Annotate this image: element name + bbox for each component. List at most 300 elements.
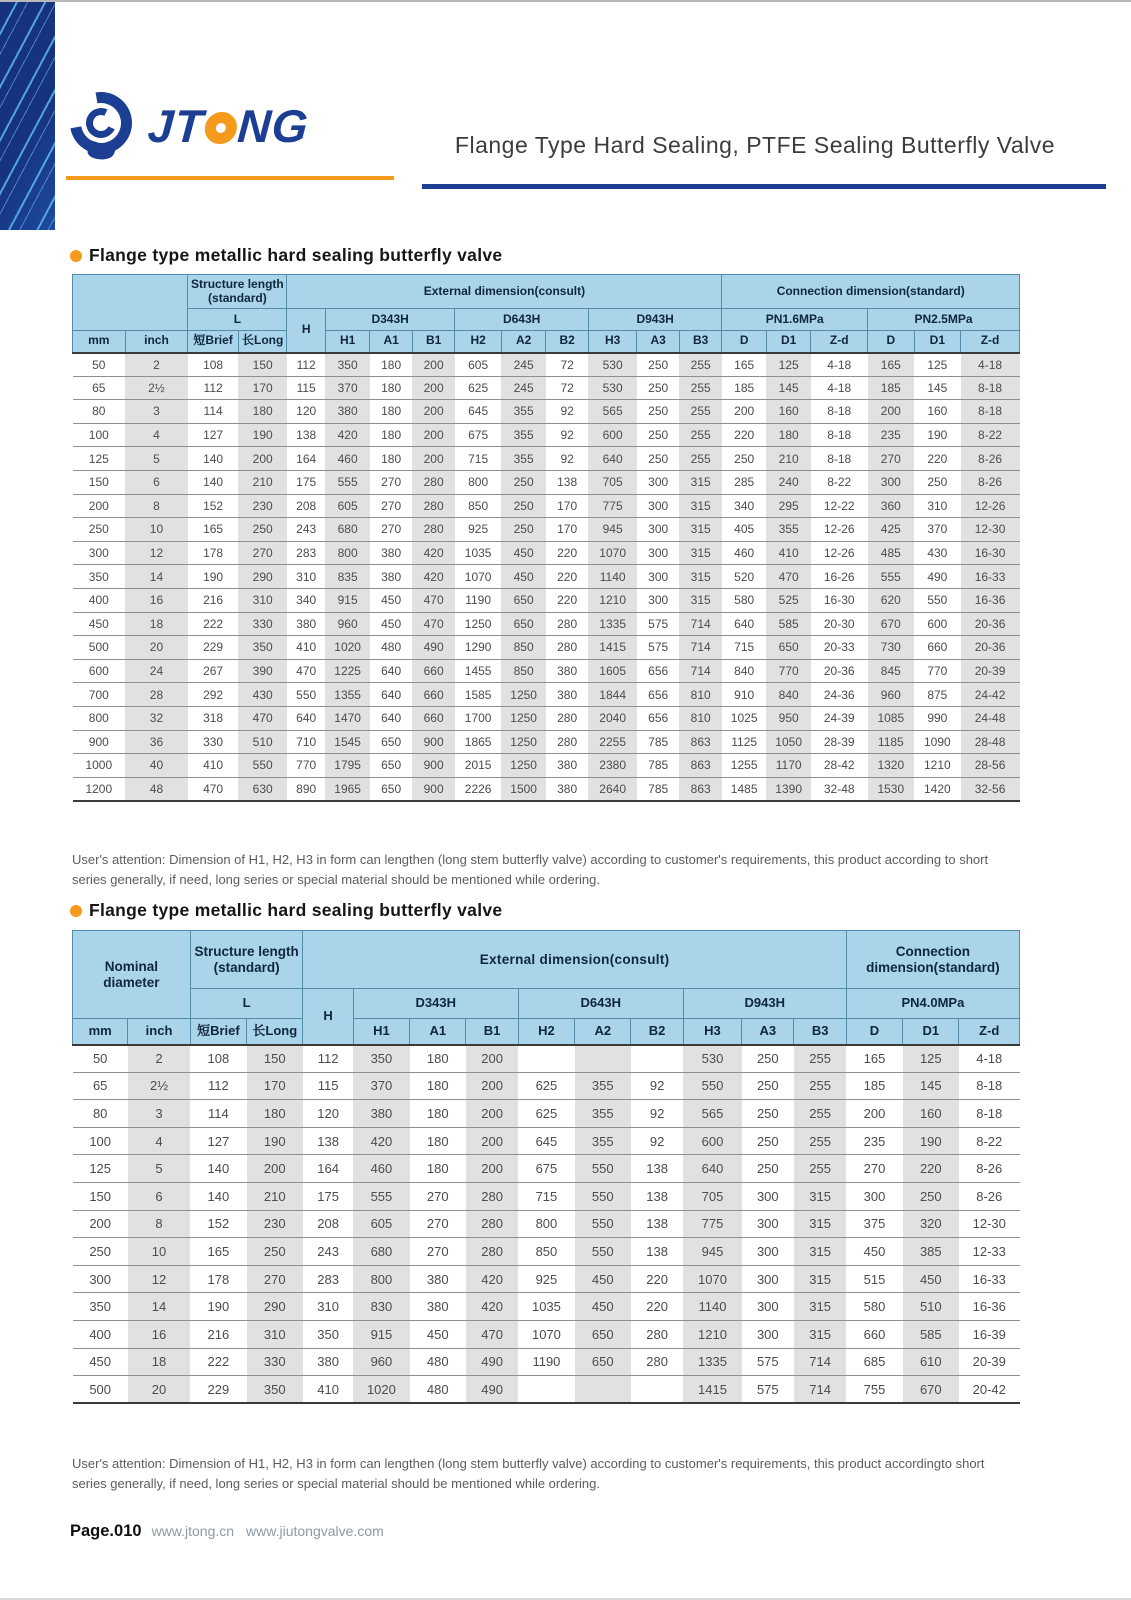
cell: 1865 <box>455 730 502 754</box>
cell: 1355 <box>325 683 370 707</box>
cell: 190 <box>247 1127 303 1155</box>
cell: 16-36 <box>961 588 1020 612</box>
cell: 4-18 <box>811 353 868 377</box>
cell: 330 <box>247 1348 303 1376</box>
cell: 65 <box>73 1072 128 1100</box>
cell: 625 <box>518 1072 574 1100</box>
cell: 910 <box>722 683 767 707</box>
col-header-d1-pn16: D1 <box>766 331 811 353</box>
cell: 450 <box>903 1265 959 1293</box>
cell: 190 <box>914 423 961 447</box>
col-group-d943h: D943H <box>588 309 722 331</box>
cell: 350 <box>247 1376 303 1404</box>
table-row <box>73 1127 1020 1155</box>
cell: 230 <box>247 1210 303 1238</box>
cell: 255 <box>679 353 722 377</box>
cell: 420 <box>466 1265 518 1293</box>
cell: 775 <box>588 494 637 518</box>
col-header-b1: B1 <box>412 331 454 353</box>
cell: 355 <box>501 400 546 424</box>
cell <box>631 1045 683 1073</box>
table-row <box>73 706 1020 730</box>
cell: 125 <box>903 1045 959 1073</box>
cell: 200 <box>412 376 454 400</box>
cell: 770 <box>914 659 961 683</box>
table-row <box>73 353 1020 377</box>
cell: 380 <box>303 1348 353 1376</box>
cell: 1140 <box>683 1293 741 1321</box>
cell: 300 <box>742 1210 794 1238</box>
cell: 1320 <box>868 754 915 778</box>
cell: 660 <box>412 683 454 707</box>
cell: 420 <box>412 565 454 589</box>
cell: 50 <box>73 1045 128 1073</box>
cell: 5 <box>128 1155 190 1183</box>
cell: 280 <box>412 470 454 494</box>
cell: 138 <box>631 1182 683 1210</box>
cell: 470 <box>412 612 454 636</box>
cell: 490 <box>466 1348 518 1376</box>
cell: 180 <box>410 1155 466 1183</box>
cell: 210 <box>238 470 287 494</box>
cell: 250 <box>914 470 961 494</box>
table-row <box>73 1265 1020 1293</box>
cell: 285 <box>722 470 767 494</box>
table-row <box>73 777 1020 801</box>
cell: 490 <box>914 565 961 589</box>
cell: 16-30 <box>811 588 868 612</box>
col-header-H: H <box>303 989 353 1045</box>
cell: 180 <box>238 400 287 424</box>
cell: 120 <box>287 400 325 424</box>
cell: 380 <box>353 1100 409 1128</box>
cell: 640 <box>722 612 767 636</box>
cell: 108 <box>188 353 239 377</box>
cell: 350 <box>353 1045 409 1073</box>
cell: 840 <box>766 683 811 707</box>
cell: 180 <box>247 1100 303 1128</box>
cell: 650 <box>575 1320 631 1348</box>
cell: 2½ <box>128 1072 190 1100</box>
cell: 280 <box>546 612 588 636</box>
col-group-d643h: D643H <box>455 309 589 331</box>
cell: 460 <box>353 1155 409 1183</box>
col-header-a3: A3 <box>742 1019 794 1045</box>
cell: 310 <box>287 565 325 589</box>
cell: 460 <box>722 541 767 565</box>
cell: 450 <box>501 541 546 565</box>
cell: 255 <box>679 423 722 447</box>
col-header-a1: A1 <box>370 331 412 353</box>
cell: 785 <box>637 754 679 778</box>
cell: 1965 <box>325 777 370 801</box>
cell: 770 <box>766 659 811 683</box>
cell: 300 <box>73 1265 128 1293</box>
cell: 315 <box>794 1238 846 1266</box>
cell: 200 <box>466 1127 518 1155</box>
cell: 640 <box>370 683 412 707</box>
table-row <box>73 1238 1020 1266</box>
cell: 255 <box>794 1072 846 1100</box>
cell: 315 <box>794 1320 846 1348</box>
cell: 355 <box>501 423 546 447</box>
cell: 350 <box>73 565 126 589</box>
cell: 127 <box>188 423 239 447</box>
cell: 10 <box>125 518 188 542</box>
cell: 350 <box>325 353 370 377</box>
cell: 525 <box>766 588 811 612</box>
cell: 470 <box>238 706 287 730</box>
cell: 310 <box>303 1293 353 1321</box>
table-row <box>73 423 1020 447</box>
cell: 1050 <box>766 730 811 754</box>
cell: 18 <box>125 612 188 636</box>
table-row <box>73 588 1020 612</box>
cell: 775 <box>683 1210 741 1238</box>
cell: 112 <box>188 376 239 400</box>
cell: 280 <box>546 706 588 730</box>
cell: 112 <box>287 353 325 377</box>
cell: 915 <box>325 588 370 612</box>
cell: 20-42 <box>959 1376 1020 1404</box>
col-group-L: L <box>188 309 287 331</box>
cell: 715 <box>518 1182 574 1210</box>
cell: 138 <box>631 1155 683 1183</box>
cell: 770 <box>287 754 325 778</box>
cell: 625 <box>518 1100 574 1128</box>
cell: 350 <box>238 636 287 660</box>
cell: 8-26 <box>961 470 1020 494</box>
cell: 208 <box>287 494 325 518</box>
cell: 280 <box>546 730 588 754</box>
cell: 1844 <box>588 683 637 707</box>
cell: 8-18 <box>811 447 868 471</box>
cell: 250 <box>247 1238 303 1266</box>
cell: 12-33 <box>959 1238 1020 1266</box>
cell: 185 <box>722 376 767 400</box>
cell: 585 <box>766 612 811 636</box>
cell: 1250 <box>455 612 502 636</box>
cell: 480 <box>370 636 412 660</box>
cell: 138 <box>303 1127 353 1155</box>
cell: 255 <box>679 447 722 471</box>
cell: 20-36 <box>811 659 868 683</box>
cell: 1025 <box>722 706 767 730</box>
orange-rule <box>66 176 394 180</box>
cell: 140 <box>190 1155 246 1183</box>
cell: 1210 <box>914 754 961 778</box>
cell: 375 <box>846 1210 902 1238</box>
cell: 625 <box>455 376 502 400</box>
cell: 850 <box>518 1238 574 1266</box>
table-row <box>73 1045 1020 1073</box>
col-header-inch: inch <box>128 1019 190 1045</box>
cell: 92 <box>631 1100 683 1128</box>
cell: 283 <box>303 1265 353 1293</box>
cell: 410 <box>766 541 811 565</box>
cell: 550 <box>238 754 287 778</box>
cell: 300 <box>846 1182 902 1210</box>
col-header-b1: B1 <box>466 1019 518 1045</box>
col-header-inch: inch <box>125 331 188 353</box>
cell: 1485 <box>722 777 767 801</box>
cell: 4-18 <box>811 376 868 400</box>
cell: 650 <box>575 1348 631 1376</box>
cell: 705 <box>683 1182 741 1210</box>
cell: 714 <box>679 612 722 636</box>
cell: 470 <box>287 659 325 683</box>
cell: 8-22 <box>961 423 1020 447</box>
cell: 250 <box>637 400 679 424</box>
cell: 250 <box>637 353 679 377</box>
cell <box>631 1376 683 1404</box>
cell: 220 <box>914 447 961 471</box>
cell: 280 <box>466 1238 518 1266</box>
cell: 890 <box>287 777 325 801</box>
cell: 565 <box>683 1100 741 1128</box>
cell: 145 <box>766 376 811 400</box>
col-group-d643h: D643H <box>518 989 683 1019</box>
cell: 315 <box>679 565 722 589</box>
cell: 550 <box>683 1072 741 1100</box>
cell: 14 <box>128 1293 190 1321</box>
cell: 280 <box>546 636 588 660</box>
cell: 4-18 <box>961 353 1020 377</box>
col-header-brief: 短Brief <box>190 1019 246 1045</box>
cell: 640 <box>287 706 325 730</box>
cell: 8-18 <box>811 423 868 447</box>
cell: 20-33 <box>811 636 868 660</box>
jtong-logo <box>66 86 309 166</box>
cell: 900 <box>412 777 454 801</box>
cell: 650 <box>766 636 811 660</box>
cell: 250 <box>637 423 679 447</box>
cell: 2 <box>125 353 188 377</box>
cell: 250 <box>722 447 767 471</box>
cell: 280 <box>631 1320 683 1348</box>
cell: 92 <box>546 447 588 471</box>
col-group-d343h: D343H <box>353 989 518 1019</box>
cell: 175 <box>303 1182 353 1210</box>
cell: 360 <box>868 494 915 518</box>
cell: 20 <box>125 636 188 660</box>
cell: 245 <box>501 353 546 377</box>
cell: 14 <box>125 565 188 589</box>
cell: 180 <box>370 400 412 424</box>
cell: 300 <box>637 470 679 494</box>
cell: 50 <box>73 353 126 377</box>
cell: 1035 <box>455 541 502 565</box>
cell: 210 <box>247 1182 303 1210</box>
cell: 380 <box>546 659 588 683</box>
cell: 150 <box>247 1045 303 1073</box>
cell: 315 <box>679 541 722 565</box>
cell: 960 <box>353 1348 409 1376</box>
logo-text-ng: NG <box>235 100 311 152</box>
cell: 1090 <box>914 730 961 754</box>
cell: 785 <box>637 730 679 754</box>
cell: 1210 <box>683 1320 741 1348</box>
cell: 714 <box>679 659 722 683</box>
col-header-d-pn25: D <box>868 331 915 353</box>
cell: 530 <box>588 353 637 377</box>
col-header-zd-pn25: Z-d <box>961 331 1020 353</box>
cell: 200 <box>868 400 915 424</box>
cell: 280 <box>466 1182 518 1210</box>
cell: 24-39 <box>811 706 868 730</box>
corner-cell-nominal-diameter: Nominal diameter <box>73 931 191 1019</box>
cell: 165 <box>846 1045 902 1073</box>
cell: 875 <box>914 683 961 707</box>
cell: 100 <box>73 1127 128 1155</box>
cell: 1470 <box>325 706 370 730</box>
cell: 210 <box>766 447 811 471</box>
cell: 900 <box>412 754 454 778</box>
page-number: Page.010 <box>70 1522 142 1540</box>
cell: 800 <box>455 470 502 494</box>
cell: 290 <box>247 1293 303 1321</box>
cell: 8 <box>128 1210 190 1238</box>
cell: 3 <box>128 1100 190 1128</box>
cell: 850 <box>501 659 546 683</box>
cell: 600 <box>683 1127 741 1155</box>
cell: 20-36 <box>961 612 1020 636</box>
cell: 180 <box>370 353 412 377</box>
cell: 24 <box>125 659 188 683</box>
cell: 255 <box>794 1155 846 1183</box>
cell: 28-39 <box>811 730 868 754</box>
table-row <box>73 447 1020 471</box>
cell: 610 <box>903 1348 959 1376</box>
cell: 370 <box>914 518 961 542</box>
cell: 160 <box>766 400 811 424</box>
table-row <box>73 1348 1020 1376</box>
cell: 165 <box>868 353 915 377</box>
cell: 555 <box>325 470 370 494</box>
cell: 450 <box>73 1348 128 1376</box>
cell: 315 <box>794 1182 846 1210</box>
cell: 1605 <box>588 659 637 683</box>
cell: 270 <box>370 470 412 494</box>
table-row <box>73 683 1020 707</box>
cell: 125 <box>73 1155 128 1183</box>
cell: 250 <box>742 1100 794 1128</box>
cell: 8-26 <box>959 1155 1020 1183</box>
cell: 1585 <box>455 683 502 707</box>
cell: 32-56 <box>961 777 1020 801</box>
cell: 222 <box>190 1348 246 1376</box>
cell: 315 <box>679 470 722 494</box>
cell: 450 <box>501 565 546 589</box>
cell: 840 <box>722 659 767 683</box>
cell: 550 <box>575 1182 631 1210</box>
cell: 1070 <box>588 541 637 565</box>
cell: 310 <box>247 1320 303 1348</box>
cell: 120 <box>303 1100 353 1128</box>
cell: 270 <box>238 541 287 565</box>
cell: 185 <box>846 1072 902 1100</box>
cell: 565 <box>588 400 637 424</box>
cell: 200 <box>466 1072 518 1100</box>
cell: 380 <box>546 683 588 707</box>
cell: 605 <box>353 1210 409 1238</box>
cell: 240 <box>766 470 811 494</box>
col-header-h3: H3 <box>588 331 637 353</box>
cell: 500 <box>73 636 126 660</box>
cell: 1420 <box>914 777 961 801</box>
cell: 550 <box>575 1210 631 1238</box>
cell: 1335 <box>588 612 637 636</box>
cell: 380 <box>370 541 412 565</box>
cell: 4 <box>128 1127 190 1155</box>
cell: 405 <box>722 518 767 542</box>
cell: 6 <box>128 1182 190 1210</box>
cell: 605 <box>325 494 370 518</box>
cell: 810 <box>679 706 722 730</box>
cell: 340 <box>722 494 767 518</box>
cell: 470 <box>466 1320 518 1348</box>
cell: 640 <box>588 447 637 471</box>
cell: 300 <box>637 494 679 518</box>
cell: 220 <box>722 423 767 447</box>
cell: 230 <box>238 494 287 518</box>
cell: 555 <box>868 565 915 589</box>
cell: 315 <box>794 1210 846 1238</box>
website-url-1: www.jtong.cn <box>151 1523 235 1539</box>
cell: 28-48 <box>961 730 1020 754</box>
cell: 605 <box>455 353 502 377</box>
cell: 830 <box>353 1293 409 1321</box>
cell: 160 <box>903 1100 959 1128</box>
cell: 530 <box>683 1045 741 1073</box>
cell: 8-18 <box>959 1072 1020 1100</box>
cell: 12-26 <box>811 541 868 565</box>
cell: 656 <box>637 706 679 730</box>
cell: 315 <box>794 1293 846 1321</box>
cell: 170 <box>546 494 588 518</box>
cell: 620 <box>868 588 915 612</box>
cell: 127 <box>190 1127 246 1155</box>
cell: 114 <box>188 400 239 424</box>
cell: 656 <box>637 683 679 707</box>
cell: 755 <box>846 1376 902 1404</box>
cell: 1020 <box>325 636 370 660</box>
cell: 550 <box>914 588 961 612</box>
col-header-h2: H2 <box>455 331 502 353</box>
table-row <box>73 1293 1020 1321</box>
cell <box>518 1376 574 1404</box>
cell: 20-30 <box>811 612 868 636</box>
cell: 490 <box>466 1376 518 1404</box>
col-group-connection-dimension: Connection dimension(standard) <box>722 275 1020 309</box>
cell: 515 <box>846 1265 902 1293</box>
cell: 660 <box>412 706 454 730</box>
cell: 255 <box>794 1100 846 1128</box>
cell: 190 <box>238 423 287 447</box>
col-header-h3: H3 <box>683 1019 741 1045</box>
cell: 645 <box>518 1127 574 1155</box>
corner-cell <box>73 275 188 331</box>
cell: 575 <box>742 1376 794 1404</box>
table-row <box>73 754 1020 778</box>
cell: 16-39 <box>959 1320 1020 1348</box>
cell: 1070 <box>683 1265 741 1293</box>
cell: 229 <box>188 636 239 660</box>
cell: 575 <box>637 612 679 636</box>
col-header-brief: 短Brief <box>188 331 239 353</box>
cell: 295 <box>766 494 811 518</box>
cell: 480 <box>410 1348 466 1376</box>
